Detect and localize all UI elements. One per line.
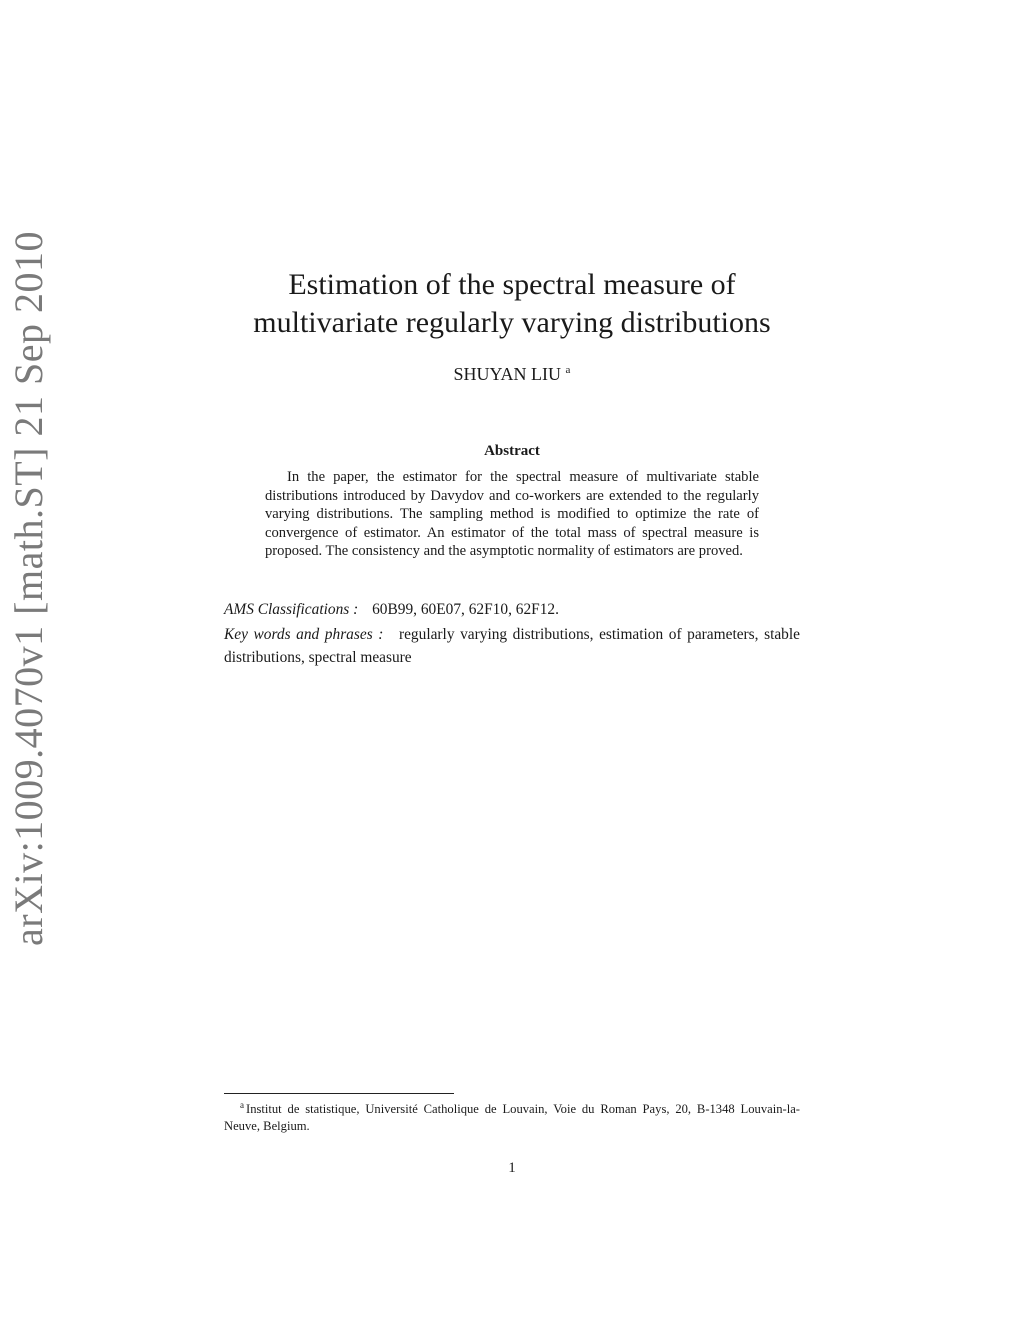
author-name: SHUYAN LIU [453, 364, 562, 384]
author-affiliation-marker: a [565, 364, 571, 376]
arxiv-identifier-stamp: arXiv:1009.4070v1 [math.ST] 21 Sep 2010 [6, 231, 51, 946]
footnote-marker: a [240, 1100, 244, 1110]
footnote-text: Institut de statistique, Université Catholique de Louvain, Voie du Roman Pays, 20, B-1348 Louvain-la-Neuve, Belgium. [224, 1102, 800, 1134]
page-number: 1 [508, 1160, 516, 1176]
keywords [224, 623, 800, 669]
paper-title [180, 266, 844, 342]
title-line-1: Estimation of the spectral measure of [288, 268, 736, 301]
ams-label: AMS Classifications : [224, 601, 359, 618]
abstract-heading: Abstract [484, 443, 540, 459]
footnote-rule [224, 1093, 454, 1094]
keywords-label: Key words and phrases : [224, 626, 384, 643]
title-line-2: multivariate regularly varying distributions [253, 306, 771, 339]
abstract-text: In the paper, the estimator for the spectral measure of multivariate stable distributions introduced by Davydov and co-workers are extended to the regularly varying distributions. The sampling method is modified to optimize the rate of convergence of estimator. An estimator of the total mass of spectral measure is proposed. The consistency and the asymptotic normality of estimators are proved. [265, 469, 759, 560]
keywords-value: regularly varying distributions, estimation of parameters, stable distributions, spectral measure [224, 626, 800, 666]
ams-value: 60B99, 60E07, 62F10, 62F12. [372, 601, 559, 618]
affiliation-footnote [224, 1097, 800, 1135]
ams-classifications [224, 598, 800, 621]
author-line [180, 364, 844, 385]
